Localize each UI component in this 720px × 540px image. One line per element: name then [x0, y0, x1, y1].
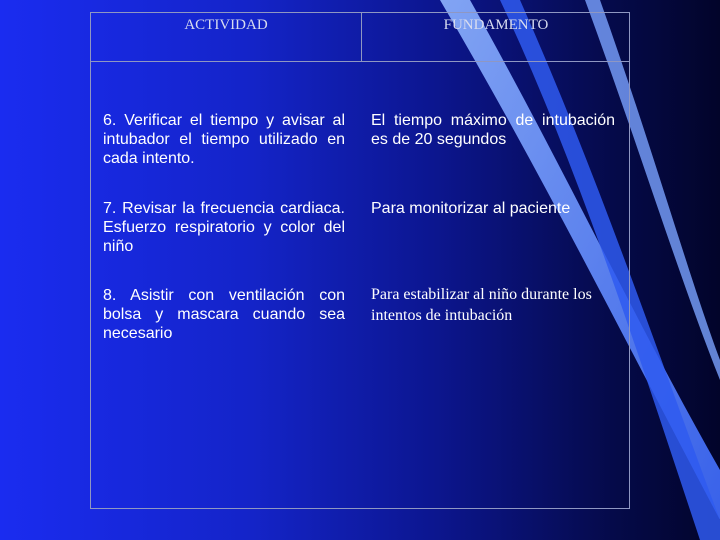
row-8-fundamento: Para estabilizar al niño durante los intentos de intubación [371, 286, 592, 324]
header-row-divider [91, 61, 629, 62]
header-fundamento: FUNDAMENTO [443, 17, 549, 33]
row-6-actividad: 6. Verificar el tiempo y avisar al intubador el tiempo utilizado en cada intento. [103, 112, 345, 167]
row-7-actividad: 7. Revisar la frecuencia cardiaca. Esfuerzo respiratorio y color del niño [103, 200, 345, 255]
content-table [90, 12, 630, 509]
row-6-fundamento: El tiempo máximo de intubación es de 20 segundos [371, 112, 615, 148]
row-7-fundamento: Para monitorizar al paciente [371, 200, 571, 217]
header-actividad: ACTIVIDAD [184, 17, 268, 33]
row-8-actividad: 8. Asistir con ventilación con bolsa y mascara cuando sea necesario [103, 287, 345, 342]
